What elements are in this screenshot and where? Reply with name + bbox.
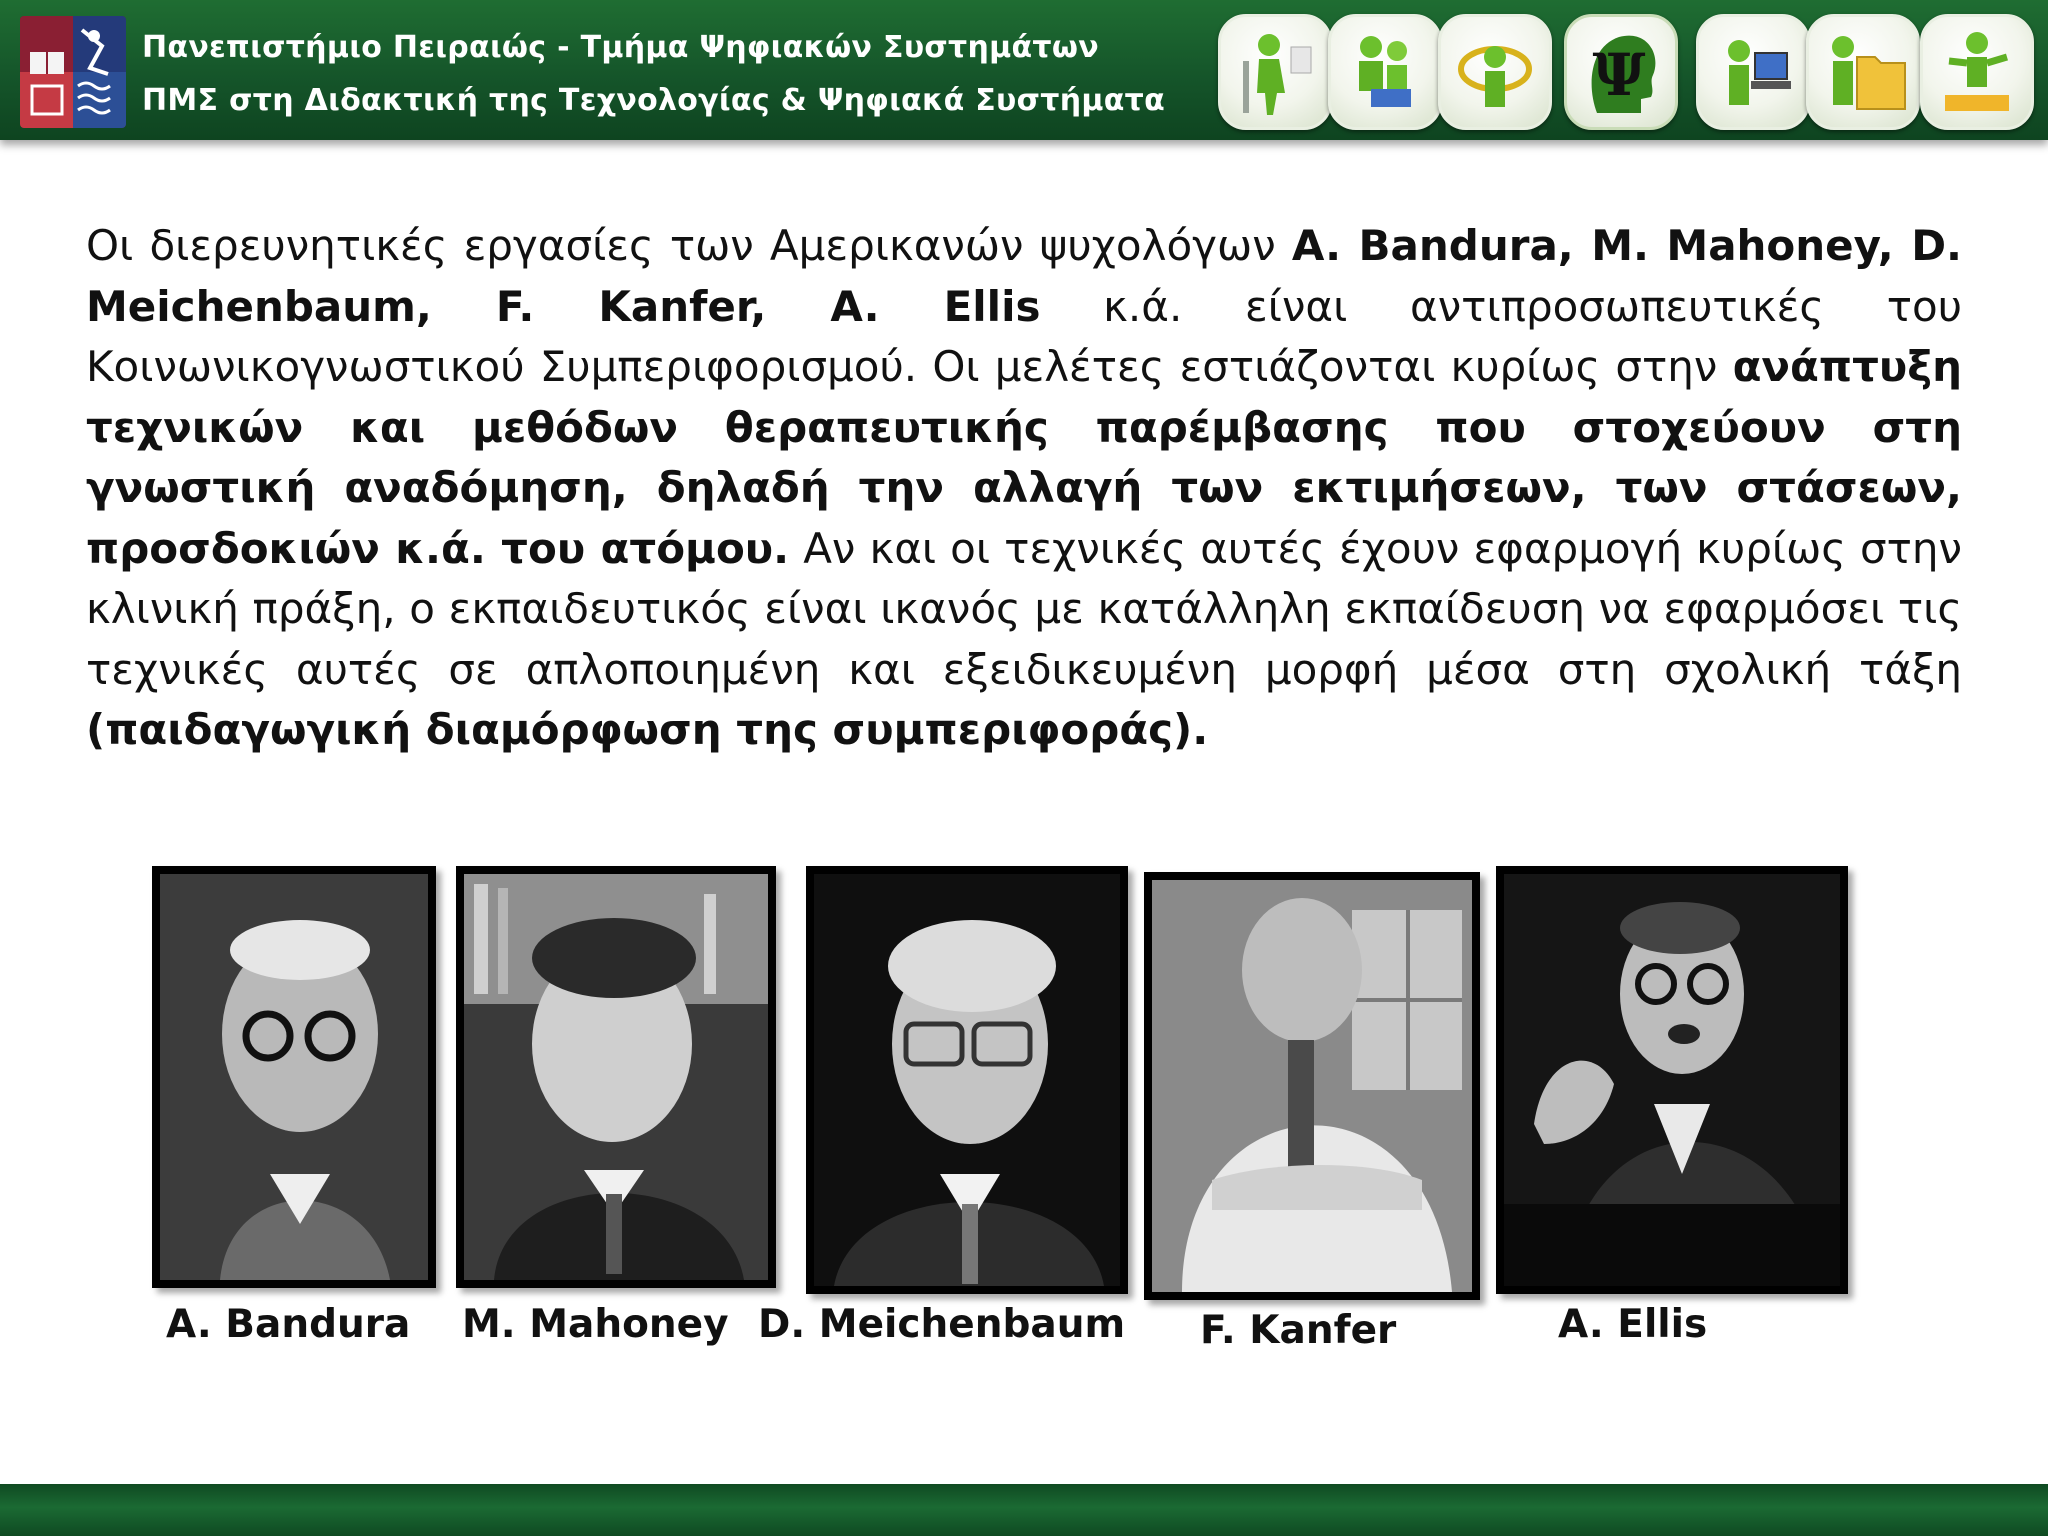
header-icon-strip	[1218, 14, 2038, 128]
figure-laptop-icon	[1328, 14, 1442, 130]
psi-symbol: Ψ	[1592, 41, 1646, 109]
figure-writing-icon	[1218, 14, 1332, 130]
caption-meichenbaum: D. Meichenbaum	[758, 1302, 1126, 1347]
caption-ellis: A. Ellis	[1558, 1302, 1708, 1347]
caption-bandura: A. Bandura	[166, 1302, 411, 1347]
paragraph-bold-run: ανάπτυξη τεχνικών και μεθόδων θεραπευτικής παρέμβασης που στοχεύουν στη γνωστική αναδόμηση, δηλαδή την αλλαγή των εκτιμήσεων, των στάσεων, προσδοκιών κ.ά. του ατόμου.	[86, 342, 1962, 573]
photo-ellis	[1496, 866, 1848, 1294]
figure-puzzle-icon	[1920, 14, 2034, 130]
paragraph-bold-run: (παιδαγωγική διαμόρφωση της συμπεριφοράς).	[86, 705, 1209, 754]
paragraph-text-run: Αν και οι τεχνικές αυτές έχουν εφαρμογή κυρίως στην κλινική πράξη, ο εκπαιδευτικός είναι ικανός με κατάλληλη εκπαίδευση να εφαρμόσει τις τεχνικές αυτές σε απλοποιημένη και εξειδικευμένη μορφή μέσα στη σχολική τάξη	[86, 523, 1962, 694]
figure-globe-icon	[1438, 14, 1552, 130]
photo-kanfer	[1144, 872, 1480, 1300]
caption-kanfer: F. Kanfer	[1200, 1308, 1397, 1353]
paragraph-text-run: κ.ά. είναι αντιπροσωπευτικές του Κοινωνικογνωστικού Συμπεριφορισμού. Οι μελέτες εστιάζονται κυρίως στην	[86, 281, 1962, 391]
header-program-title: ΠΜΣ στη Διδακτική της Τεχνολογίας & Ψηφιακά Συστήματα	[142, 83, 1165, 118]
paragraph-text-run: Οι διερευνητικές εργασίες των Αμερικανών ψυχολόγων	[86, 221, 1292, 270]
caption-mahoney: M. Mahoney	[462, 1302, 729, 1347]
university-logo	[20, 16, 126, 128]
figure-folder-icon	[1806, 14, 1920, 130]
figure-computer-icon	[1696, 14, 1810, 130]
main-paragraph	[86, 216, 1962, 761]
psi-head-icon	[1564, 14, 1678, 130]
header-banner	[0, 0, 2048, 140]
footer-bar	[0, 1484, 2048, 1536]
header-university-title: Πανεπιστήμιο Πειραιώς - Τμήμα Ψηφιακών Συστημάτων	[142, 30, 1099, 65]
photo-bandura	[152, 866, 436, 1288]
photo-mahoney	[456, 866, 776, 1288]
photo-meichenbaum	[806, 866, 1128, 1294]
paragraph-bold-run: A. Bandura, M. Mahoney, D. Meichenbaum, F. Kanfer, A. Ellis	[86, 221, 1963, 331]
